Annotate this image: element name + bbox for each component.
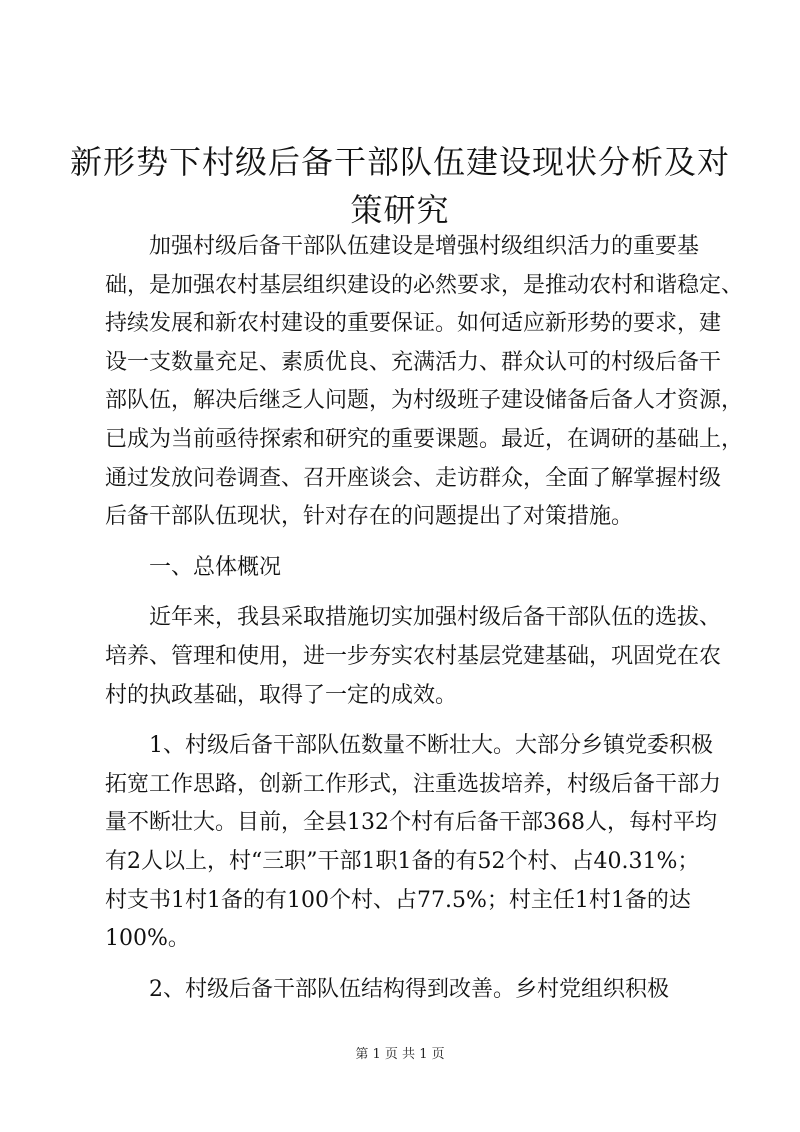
text-line: 近年来，我县采取措施切实加强村级后备干部队伍的选拔、 [149, 605, 722, 631]
heading-line: 一、总体概况 [149, 554, 282, 580]
document-title [60, 138, 740, 234]
text-line: 1、村级后备干部队伍数量不断壮大。大部分乡镇党委积极 [149, 733, 713, 759]
text-line: 村支书1村1备的有100个村、占77.5%；村主任1村1备的达 [105, 887, 691, 913]
page-footer: 第 1 页 共 1 页 [355, 1047, 445, 1062]
text-line: 础，是加强农村基层组织建设的必然要求，是推动农村和谐稳定、 [105, 272, 744, 298]
text-line: 通过发放问卷调查、召开座谈会、走访群众，全面了解掌握村级 [105, 465, 722, 491]
section-heading [105, 549, 715, 588]
text-line: 培养、管理和使用，进一步夯实农村基层党建基础，巩固党在农 [105, 643, 722, 669]
text-line: 设一支数量充足、素质优良、充满活力、群众认可的村级后备干 [105, 349, 722, 375]
title-line-1: 新形势下村级后备干部队伍建设现状分析及对 [69, 143, 730, 181]
text-line: 100%。 [105, 926, 190, 952]
text-line: 加强村级后备干部队伍建设是增强村级组织活力的重要基 [149, 234, 700, 259]
title-line-2: 策研究 [350, 191, 450, 229]
paragraph-point-2 [105, 971, 715, 1010]
text-line: 后备干部队伍现状，针对存在的问题提出了对策措施。 [105, 504, 634, 530]
text-line: 拓宽工作思路，创新工作形式，注重选拔培养，村级后备干部力 [105, 771, 722, 797]
text-line: 量不断壮大。目前，全县132个村有后备干部368人，每村平均 [105, 810, 717, 836]
text-line: 持续发展和新农村建设的重要保证。如何适应新形势的要求，建 [105, 311, 722, 337]
paragraph-intro [105, 228, 744, 537]
text-line: 2、村级后备干部队伍结构得到改善。乡村党组织积极 [149, 976, 669, 1002]
text-line: 已成为当前亟待探索和研究的重要课题。最近，在调研的基础上， [105, 426, 744, 452]
text-line: 村的执政基础，取得了一定的成效。 [105, 682, 458, 708]
paragraph-point-1 [105, 727, 722, 959]
document-body [105, 228, 744, 1021]
text-line: 部队伍，解决后继乏人问题，为村级班子建设储备后备人才资源， [105, 388, 744, 414]
paragraph-overview [105, 599, 722, 715]
text-line: 有2人以上，村“三职”干部1职1备的有52个村、占40.31%； [105, 848, 700, 874]
